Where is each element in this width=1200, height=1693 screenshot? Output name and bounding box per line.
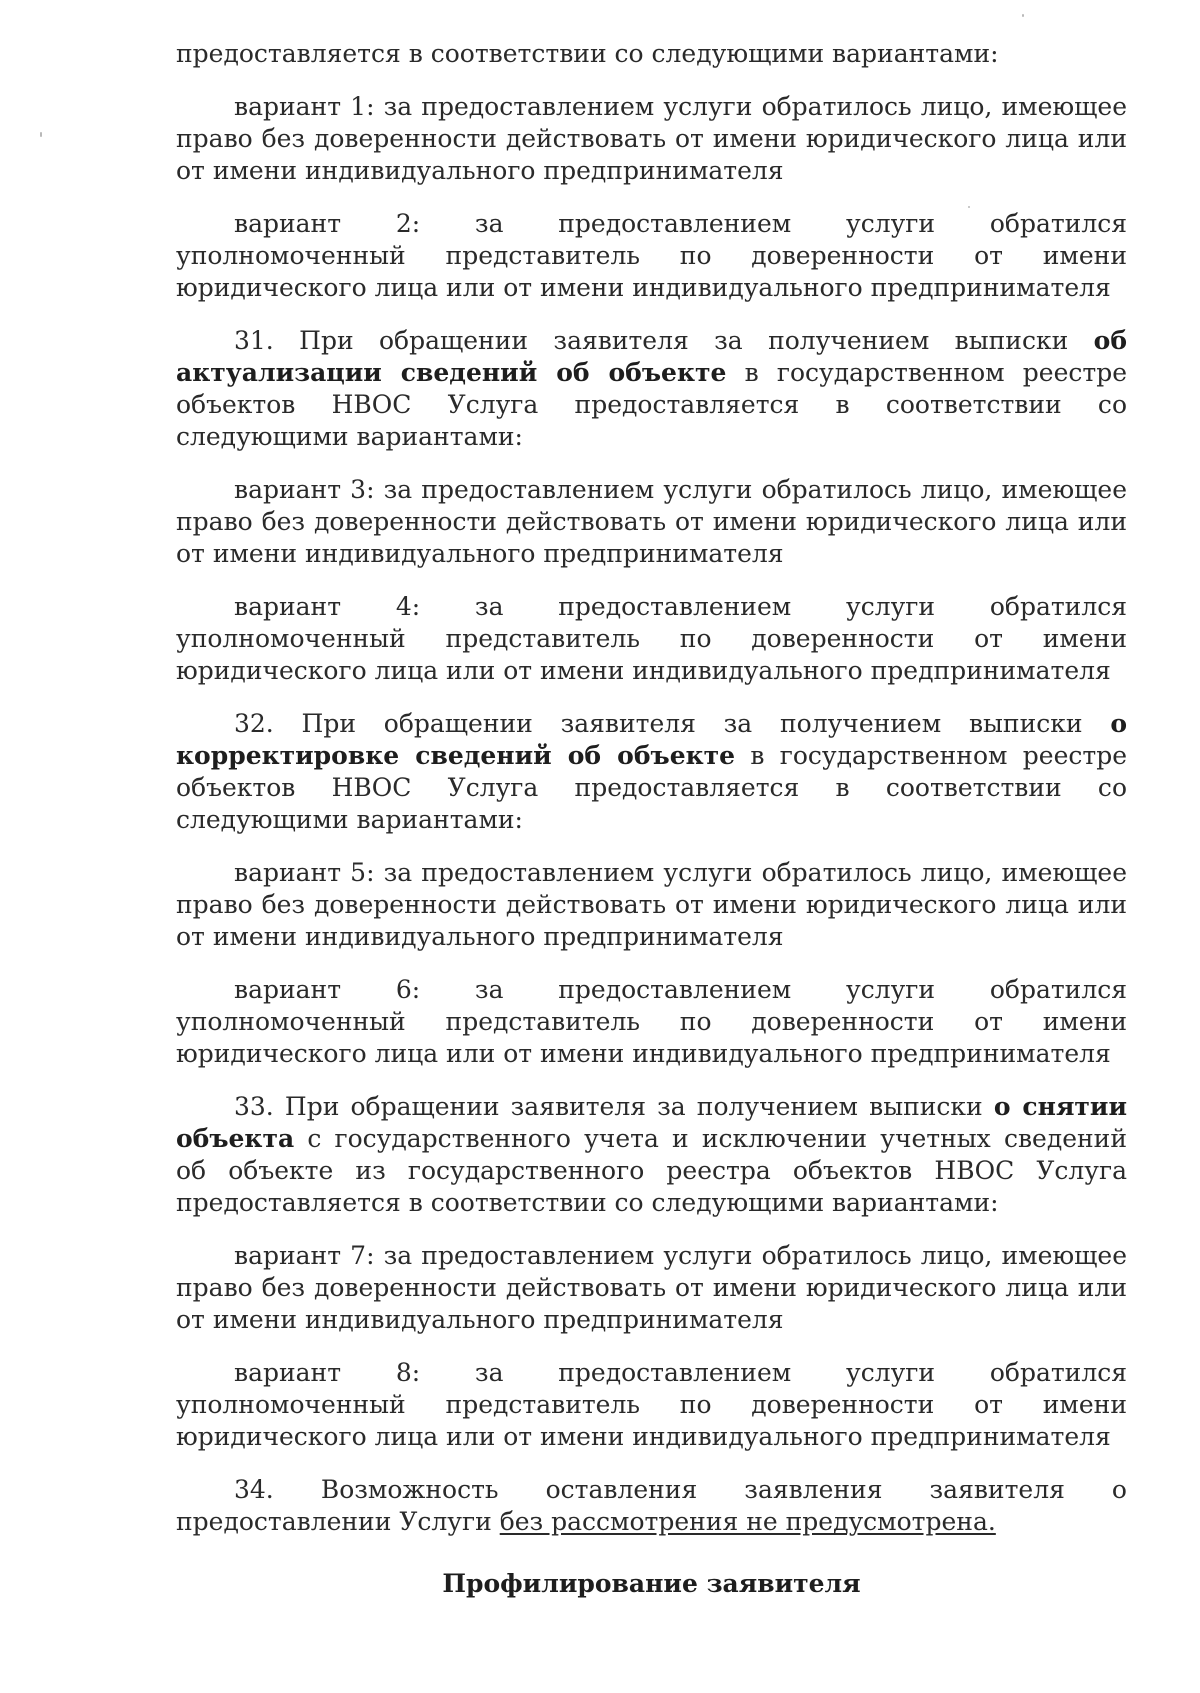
item-32-bold: о корректировке сведений об объекте	[176, 709, 1127, 770]
variant-7-paragraph: вариант 7: за предоставлением услуги обратилось лицо, имеющее право без доверенности действовать от имени юридического лица или от имени индивидуального предпринимателя	[176, 1241, 1127, 1334]
item-33-bold: о снятии объекта	[176, 1092, 1127, 1153]
variant-2-paragraph: вариант 2: за предоставлением услуги обратился уполномоченный представитель по доверенности от имени юридического лица или от имени индивидуального предпринимателя	[176, 209, 1127, 302]
scan-speck	[40, 132, 42, 137]
item-32-suffix: в государственном реестре объектов НВОС Услуга предоставляется в соответствии со следующими вариантами:	[176, 741, 1128, 834]
variant-3-paragraph: вариант 3: за предоставлением услуги обратилось лицо, имеющее право без доверенности действовать от имени юридического лица или от имени индивидуального предпринимателя	[176, 475, 1127, 568]
section-heading: Профилирование заявителя	[442, 1569, 861, 1598]
item-31-bold: об актуализации сведений об объекте	[176, 326, 1127, 387]
variant-5-paragraph: вариант 5: за предоставлением услуги обратилось лицо, имеющее право без доверенности действовать от имени юридического лица или от имени индивидуального предпринимателя	[176, 858, 1127, 951]
variant-1-paragraph: вариант 1: за предоставлением услуги обратилось лицо, имеющее право без доверенности действовать от имени юридического лица или от имени индивидуального предпринимателя	[176, 92, 1127, 185]
item-31-prefix: 31. При обращении заявителя за получением выписки	[234, 326, 1094, 355]
variant-6-paragraph: вариант 6: за предоставлением услуги обратился уполномоченный представитель по доверенности от имени юридического лица или от имени индивидуального предпринимателя	[176, 975, 1127, 1068]
item-32-prefix: 32. При обращении заявителя за получением выписки	[234, 709, 1111, 738]
item-34-paragraph	[176, 1474, 1127, 1538]
item-32-paragraph	[176, 708, 1127, 836]
intro-line: предоставляется в соответствии со следующими вариантами:	[176, 39, 999, 68]
variant-8-paragraph: вариант 8: за предоставлением услуги обратился уполномоченный представитель по доверенности от имени юридического лица или от имени индивидуального предпринимателя	[176, 1358, 1127, 1451]
item-33-paragraph	[176, 1091, 1127, 1219]
item-33-suffix: с государственного учета и исключении учетных сведений об объекте из государственного реестра объектов НВОС Услуга предоставляется в соответствии со следующими вариантами:	[176, 1124, 1127, 1217]
variant-4-paragraph: вариант 4: за предоставлением услуги обратился уполномоченный представитель по доверенности от имени юридического лица или от имени индивидуального предпринимателя	[176, 592, 1127, 685]
item-34-prefix: 34. Возможность оставления заявления заявителя о предоставлении Услуги	[176, 1475, 1127, 1536]
document-body	[176, 38, 1127, 1600]
item-31-suffix: в государственном реестре объектов НВОС Услуга предоставляется в соответствии со следующими вариантами:	[176, 358, 1127, 451]
item-34-underlined: без рассмотрения не предусмотрена.	[499, 1507, 996, 1536]
item-33-prefix: 33. При обращении заявителя за получением выписки	[234, 1092, 994, 1121]
scan-speck	[1022, 14, 1024, 17]
item-31-paragraph	[176, 325, 1127, 453]
